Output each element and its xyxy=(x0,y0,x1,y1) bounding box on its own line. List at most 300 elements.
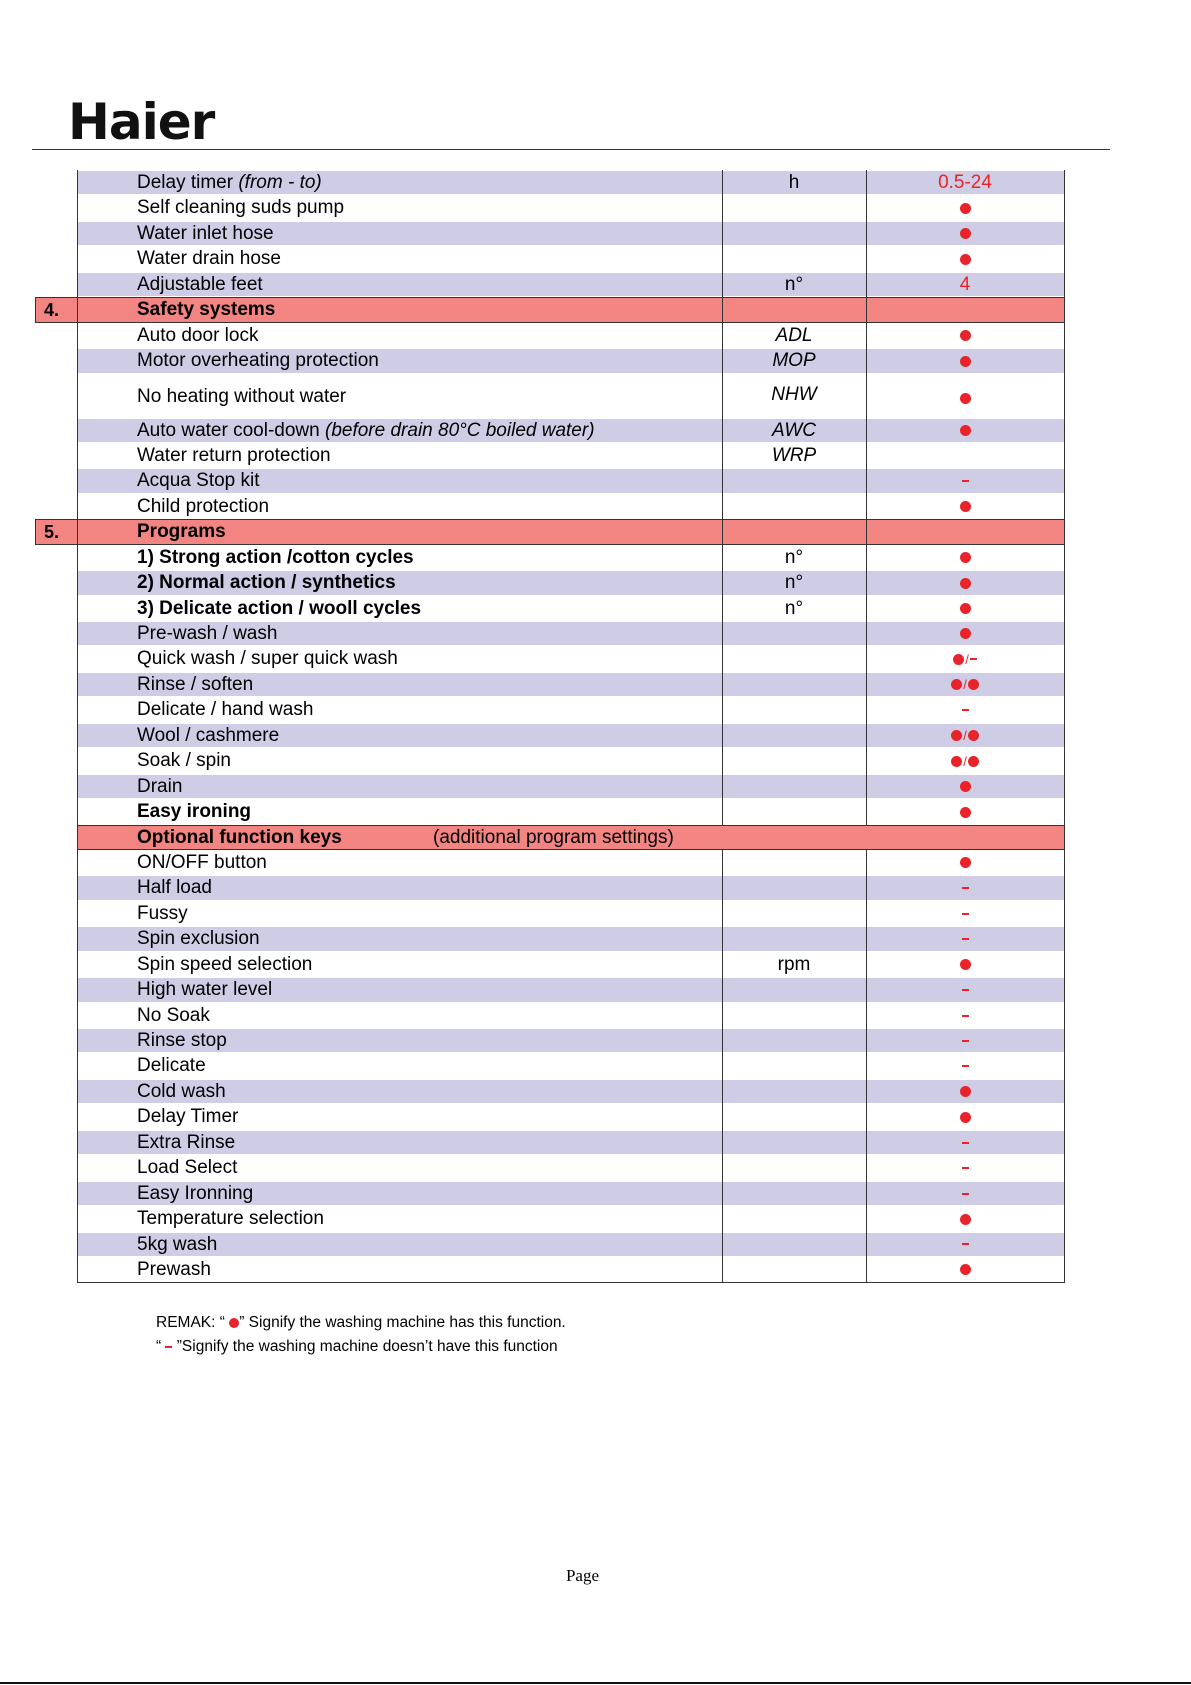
row-label-text: Rinse / soften xyxy=(137,673,254,695)
row-label-text: Pre-wash / wash xyxy=(137,623,278,644)
row-label xyxy=(137,801,251,823)
column-divider xyxy=(866,926,867,951)
column-divider xyxy=(77,723,78,748)
row-label xyxy=(137,1055,206,1077)
column-divider xyxy=(722,621,723,646)
row-availability xyxy=(866,979,1064,1001)
table-row-water-drain-hose xyxy=(0,246,1191,271)
column-divider xyxy=(77,1104,78,1129)
row-label xyxy=(137,1030,227,1052)
column-divider xyxy=(866,748,867,773)
has-function-dot-icon xyxy=(960,1086,971,1097)
table-row-self-cleaning-suds-pump xyxy=(0,195,1191,220)
row-label xyxy=(137,325,258,347)
column-divider xyxy=(866,443,867,468)
has-function-dot-icon xyxy=(960,857,971,868)
has-function-dot-icon xyxy=(960,628,971,639)
table-row-easy-ironning xyxy=(0,1181,1191,1206)
table-row-half-load xyxy=(0,875,1191,900)
row-label xyxy=(137,470,260,492)
row-availability xyxy=(866,903,1064,925)
haier-logo: Haier xyxy=(68,93,215,151)
column-divider xyxy=(866,697,867,722)
column-divider xyxy=(77,1206,78,1231)
column-divider xyxy=(722,977,723,1002)
table-row-quick-wash-super-quick-wash xyxy=(0,646,1191,671)
table-row-2-normal-action-synthetics xyxy=(0,570,1191,595)
column-divider xyxy=(1064,519,1065,544)
column-divider xyxy=(866,1155,867,1180)
column-divider xyxy=(77,1155,78,1180)
table-row-water-return-protection xyxy=(0,443,1191,468)
column-divider xyxy=(1064,1003,1065,1028)
column-divider xyxy=(1064,1104,1065,1129)
column-divider xyxy=(866,952,867,977)
row-unit: NHW xyxy=(771,383,817,405)
column-divider xyxy=(1064,799,1065,824)
column-divider xyxy=(1064,977,1065,1002)
no-function-dash-icon xyxy=(962,1040,969,1042)
column-divider xyxy=(1064,1079,1065,1104)
column-divider xyxy=(77,1181,78,1206)
column-divider xyxy=(866,875,867,900)
table-row-5kg-wash xyxy=(0,1232,1191,1257)
row-label-text: No heating without water xyxy=(137,385,347,407)
row-label xyxy=(137,979,272,1001)
row-label xyxy=(137,648,398,670)
row-label xyxy=(137,1081,226,1103)
row-availability xyxy=(866,496,1064,518)
remark-line-1 xyxy=(156,1314,566,1332)
no-function-dash-icon xyxy=(962,709,969,711)
row-availability xyxy=(866,954,1064,976)
section-number: 5. xyxy=(44,522,60,543)
table-row-on-off-button xyxy=(0,850,1191,875)
row-availability xyxy=(866,1005,1064,1027)
row-label-text: Child protection xyxy=(137,495,270,517)
row-availability xyxy=(866,1259,1064,1281)
column-divider xyxy=(77,374,78,418)
table-row-spin-speed-selection xyxy=(0,952,1191,977)
has-function-dot-icon xyxy=(960,603,971,614)
row-availability xyxy=(866,223,1064,245)
column-divider xyxy=(722,545,723,570)
table-row-drain xyxy=(0,774,1191,799)
row-label xyxy=(137,248,281,270)
no-function-dash-icon xyxy=(962,480,969,482)
column-divider xyxy=(866,221,867,246)
column-divider xyxy=(77,799,78,824)
remark-prefix-1: REMAK: “ xyxy=(156,1314,230,1331)
row-label-text: High water level xyxy=(137,979,273,1001)
no-function-dash-icon xyxy=(962,1243,969,1245)
row-availability xyxy=(866,325,1064,347)
column-divider xyxy=(1064,697,1065,722)
table-row-no-soak xyxy=(0,1003,1191,1028)
column-divider xyxy=(77,901,78,926)
table-row-delicate-hand-wash xyxy=(0,697,1191,722)
section-title: Programs xyxy=(137,521,226,543)
table-row-temperature-selection xyxy=(0,1206,1191,1231)
column-divider xyxy=(866,323,867,348)
column-divider xyxy=(1064,246,1065,271)
slash-separator: / xyxy=(963,677,967,693)
table-row-wool-cashmere xyxy=(0,723,1191,748)
column-divider xyxy=(722,748,723,773)
no-function-dash-icon xyxy=(962,887,969,889)
row-availability: 0.5-24 xyxy=(938,172,992,193)
row-availability xyxy=(866,547,1064,569)
column-divider xyxy=(1064,374,1065,418)
row-label xyxy=(137,750,231,772)
row-label xyxy=(137,547,414,569)
column-divider xyxy=(77,272,78,297)
row-label xyxy=(137,350,379,372)
feature-table xyxy=(0,170,1191,1282)
column-divider xyxy=(722,348,723,373)
row-label xyxy=(137,877,212,899)
row-label-text: Auto door lock xyxy=(137,324,259,346)
page-bottom-rule xyxy=(0,1682,1191,1684)
row-label xyxy=(137,1132,235,1154)
column-divider xyxy=(722,596,723,621)
column-divider xyxy=(722,926,723,951)
column-divider xyxy=(866,1257,867,1282)
column-divider xyxy=(77,570,78,595)
column-divider xyxy=(866,1053,867,1078)
has-function-dot-icon xyxy=(960,578,971,589)
row-label xyxy=(137,1259,211,1281)
row-label xyxy=(137,674,253,696)
no-function-dash-icon xyxy=(962,989,969,991)
row-availability xyxy=(866,1132,1064,1154)
has-function-dot-icon xyxy=(960,552,971,563)
column-divider xyxy=(722,799,723,824)
row-availability xyxy=(866,572,1064,594)
table-row-spin-exclusion xyxy=(0,926,1191,951)
row-label xyxy=(137,445,331,467)
column-divider xyxy=(77,850,78,875)
slash-separator: / xyxy=(965,651,969,667)
table-row-delay-timer xyxy=(0,170,1191,195)
has-function-dot-icon xyxy=(960,356,971,367)
column-divider xyxy=(722,297,723,322)
column-divider xyxy=(77,952,78,977)
column-divider xyxy=(866,672,867,697)
column-divider xyxy=(866,723,867,748)
row-label-text: Self cleaning suds pump xyxy=(137,197,345,219)
column-divider xyxy=(1064,1206,1065,1231)
column-divider xyxy=(866,1079,867,1104)
column-divider xyxy=(722,1003,723,1028)
column-divider xyxy=(77,977,78,1002)
row-unit: n° xyxy=(784,597,804,619)
column-divider xyxy=(1064,646,1065,671)
row-availability xyxy=(866,1106,1064,1128)
row-availability xyxy=(866,1055,1064,1077)
row-label-text: Acqua Stop kit xyxy=(137,470,260,492)
remark-text-1: ” Signify the washing machine has this function. xyxy=(239,1314,566,1331)
table-row-child-protection xyxy=(0,494,1191,519)
header-rule xyxy=(32,149,1110,150)
column-divider xyxy=(722,697,723,722)
row-availability xyxy=(866,776,1064,798)
column-divider xyxy=(1064,570,1065,595)
column-divider xyxy=(1064,221,1065,246)
table-row-auto-door-lock xyxy=(0,323,1191,348)
row-availability xyxy=(866,852,1064,874)
column-divider xyxy=(866,519,867,544)
row-availability xyxy=(866,1157,1064,1179)
column-divider xyxy=(77,697,78,722)
subsection-title: Optional function keys xyxy=(137,826,342,848)
has-function-dot-icon xyxy=(968,679,979,690)
row-label-text: Easy ironing xyxy=(137,801,252,823)
has-function-dot-icon xyxy=(960,254,971,265)
column-divider xyxy=(77,468,78,493)
table-row-easy-ironing xyxy=(0,799,1191,824)
column-divider xyxy=(866,494,867,519)
column-divider xyxy=(722,774,723,799)
row-label xyxy=(137,903,188,925)
column-divider xyxy=(866,1181,867,1206)
column-divider xyxy=(1064,901,1065,926)
row-label-text: Water return protection xyxy=(137,444,331,466)
column-divider xyxy=(1064,170,1065,195)
column-divider xyxy=(722,272,723,297)
row-availability xyxy=(866,1183,1064,1205)
column-divider xyxy=(1064,825,1065,850)
table-row-1-strong-action-cotton-cycles xyxy=(0,545,1191,570)
column-divider xyxy=(77,1028,78,1053)
column-divider xyxy=(1064,468,1065,493)
column-divider xyxy=(1064,323,1065,348)
has-function-dot-icon xyxy=(960,1264,971,1275)
column-divider xyxy=(1064,1181,1065,1206)
row-availability xyxy=(866,750,1064,772)
column-divider xyxy=(866,1003,867,1028)
row-availability xyxy=(866,877,1064,899)
column-divider xyxy=(77,443,78,468)
has-function-dot-icon xyxy=(951,730,962,741)
row-label xyxy=(137,776,182,798)
column-divider xyxy=(722,875,723,900)
table-row-motor-overheating-protection xyxy=(0,348,1191,373)
column-divider xyxy=(77,875,78,900)
row-unit: MOP xyxy=(772,350,816,372)
has-function-dot-icon xyxy=(951,756,962,767)
column-divider xyxy=(77,1079,78,1104)
no-function-dash-icon xyxy=(962,1142,969,1144)
column-divider xyxy=(77,221,78,246)
column-divider xyxy=(1064,443,1065,468)
row-availability xyxy=(866,674,1064,696)
column-divider xyxy=(722,374,723,418)
row-label-text: ON/OFF button xyxy=(137,851,267,873)
column-divider xyxy=(1064,596,1065,621)
column-divider xyxy=(722,723,723,748)
column-divider xyxy=(866,901,867,926)
column-divider xyxy=(77,621,78,646)
section-header-programs xyxy=(0,519,1191,544)
row-unit: AWC xyxy=(772,419,816,441)
table-row-acqua-stop-kit xyxy=(0,468,1191,493)
row-label-text: Delicate / hand wash xyxy=(137,699,314,721)
row-label-text: 5kg wash xyxy=(137,1233,218,1255)
row-label-text: Water drain hose xyxy=(137,248,281,270)
column-divider xyxy=(866,418,867,443)
row-availability xyxy=(866,248,1064,270)
column-divider xyxy=(77,170,78,195)
table-row-load-select xyxy=(0,1155,1191,1180)
table-row-water-inlet-hose xyxy=(0,221,1191,246)
row-label-text: Auto water cool-down xyxy=(137,419,320,441)
row-label xyxy=(137,223,274,245)
row-label-text: Spin speed selection xyxy=(137,953,313,975)
row-label xyxy=(137,1208,324,1230)
column-divider xyxy=(866,1028,867,1053)
row-label-text: Extra Rinse xyxy=(137,1131,236,1153)
column-divider xyxy=(722,323,723,348)
row-label-text: Motor overheating protection xyxy=(137,350,379,372)
row-label xyxy=(137,623,277,645)
column-divider xyxy=(722,1130,723,1155)
row-label-text: Load Select xyxy=(137,1157,238,1179)
table-row-auto-water-cool-down xyxy=(0,418,1191,443)
remark-text-2: ”Signify the washing machine doesn’t have this function xyxy=(172,1338,558,1355)
column-divider xyxy=(722,901,723,926)
row-label-text: Delicate xyxy=(137,1055,206,1077)
row-availability xyxy=(866,598,1064,620)
row-unit: n° xyxy=(784,546,804,568)
column-divider xyxy=(77,494,78,519)
no-function-dash-icon xyxy=(962,1167,969,1169)
column-divider xyxy=(722,570,723,595)
column-divider xyxy=(722,246,723,271)
subsection-header-optional-function-keys xyxy=(0,825,1191,850)
row-label xyxy=(137,954,312,976)
column-divider xyxy=(866,545,867,570)
remark-prefix-2: “ xyxy=(156,1338,166,1355)
column-divider xyxy=(722,1206,723,1231)
row-label-qualifier: (from - to) xyxy=(238,172,322,193)
column-divider xyxy=(866,621,867,646)
column-divider xyxy=(77,1053,78,1078)
has-function-dot-icon xyxy=(960,425,971,436)
row-availability xyxy=(866,1030,1064,1052)
column-divider xyxy=(35,519,36,544)
column-divider xyxy=(1064,1155,1065,1180)
column-divider xyxy=(1064,748,1065,773)
column-divider xyxy=(722,1232,723,1257)
no-function-dash-icon xyxy=(962,913,969,915)
column-divider xyxy=(1064,1028,1065,1053)
row-unit: ADL xyxy=(775,324,813,346)
table-row-pre-wash-wash xyxy=(0,621,1191,646)
column-divider xyxy=(1064,1053,1065,1078)
column-divider xyxy=(866,374,867,418)
column-divider xyxy=(77,1130,78,1155)
column-divider xyxy=(866,170,867,195)
row-label-text: No Soak xyxy=(137,1004,210,1026)
column-divider xyxy=(77,1257,78,1282)
column-divider xyxy=(722,221,723,246)
column-divider xyxy=(866,799,867,824)
has-function-dot-icon xyxy=(960,959,971,970)
row-label xyxy=(137,420,595,442)
row-label-text: Temperature selection xyxy=(137,1208,324,1230)
row-availability xyxy=(866,1081,1064,1103)
row-availability xyxy=(866,1208,1064,1230)
has-function-dot-icon xyxy=(968,730,979,741)
column-divider xyxy=(866,774,867,799)
row-label-text: Spin exclusion xyxy=(137,928,260,950)
row-availability xyxy=(866,699,1064,721)
column-divider xyxy=(722,646,723,671)
table-row-fussy xyxy=(0,901,1191,926)
row-availability xyxy=(866,197,1064,219)
row-availability xyxy=(866,350,1064,372)
row-label xyxy=(137,496,269,518)
column-divider xyxy=(722,850,723,875)
table-row-delicate xyxy=(0,1053,1191,1078)
row-label xyxy=(137,699,313,721)
section-number: 4. xyxy=(44,300,60,321)
column-divider xyxy=(722,1155,723,1180)
column-divider xyxy=(866,977,867,1002)
row-unit: WRP xyxy=(771,444,817,466)
column-divider xyxy=(1064,1257,1065,1282)
table-row-high-water-level xyxy=(0,977,1191,1002)
column-divider xyxy=(722,418,723,443)
row-label xyxy=(137,172,322,194)
row-label xyxy=(137,852,267,874)
row-unit: n° xyxy=(784,572,804,594)
column-divider xyxy=(866,570,867,595)
column-divider xyxy=(722,952,723,977)
has-function-dot-icon xyxy=(960,1112,971,1123)
column-divider xyxy=(1064,272,1065,297)
has-function-dot-icon xyxy=(960,203,971,214)
row-label-text: Drain xyxy=(137,775,183,797)
column-divider xyxy=(866,1206,867,1231)
column-divider xyxy=(77,545,78,570)
column-divider xyxy=(77,1003,78,1028)
row-label-text: 2) Normal action / synthetics xyxy=(137,572,396,594)
table-row-no-heating-without-water xyxy=(0,374,1191,418)
row-label-text: Rinse stop xyxy=(137,1030,227,1051)
column-divider xyxy=(722,195,723,220)
column-divider xyxy=(722,1181,723,1206)
row-label xyxy=(137,598,421,620)
column-divider xyxy=(1064,723,1065,748)
no-function-dash-icon xyxy=(962,1065,969,1067)
column-divider xyxy=(866,596,867,621)
row-label xyxy=(137,1005,210,1027)
row-unit: h xyxy=(788,172,800,193)
row-label xyxy=(137,197,344,219)
row-label xyxy=(137,572,396,594)
column-divider xyxy=(77,418,78,443)
row-availability xyxy=(866,388,1064,410)
column-divider xyxy=(1064,850,1065,875)
column-divider xyxy=(77,646,78,671)
column-divider xyxy=(866,1130,867,1155)
row-label-text: Cold wash xyxy=(137,1080,226,1102)
column-divider xyxy=(77,519,78,544)
column-divider xyxy=(866,246,867,271)
row-label-text: Fussy xyxy=(137,902,188,924)
